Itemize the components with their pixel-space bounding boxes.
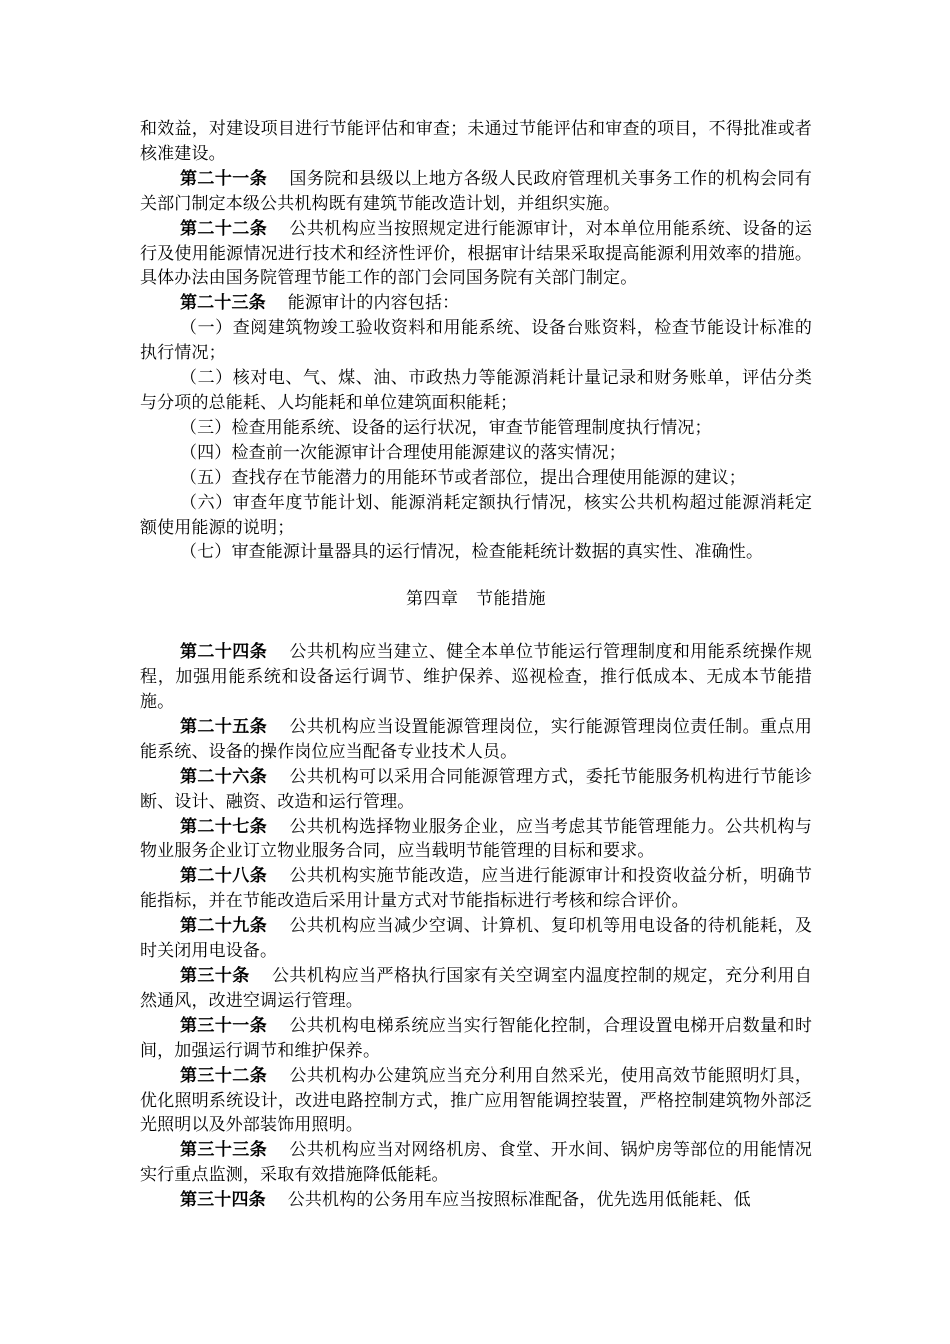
article-number: 第二十八条 [180, 866, 268, 887]
list-item: （四）检查前一次能源审计合理使用能源建议的落实情况； [180, 442, 626, 463]
article-24 [140, 640, 812, 715]
list-item: （七）审查能源计量器具的运行情况，检查能耗统计数据的真实性、准确性。 [180, 542, 764, 563]
article-31 [140, 1014, 812, 1064]
article-number: 第二十五条 [180, 716, 268, 737]
article-text: 公共机构应当建立、健全本单位节能运行管理制度和用能系统操作规程，加强用能系统和设备运行调节、维护保养、巡视检查，推行低成本、无成本节能措施。 [140, 642, 813, 713]
article-number: 第二十九条 [180, 916, 268, 937]
paragraph-continuation: 和效益，对建设项目进行节能评估和审查；未通过节能评估和审查的项目，不得批准或者核准建设。 [140, 119, 812, 164]
article-number: 第二十七条 [180, 816, 268, 837]
article-text: 公共机构应当按照规定进行能源审计，对本单位用能系统、设备的运行及使用能源情况进行技术和经济性评价，根据审计结果采取提高能源利用效率的措施。具体办法由国务院管理节能工作的部门会同国务院有关部门制定。 [140, 218, 813, 289]
article-29 [140, 914, 812, 964]
list-item: （三）检查用能系统、设备的运行状况，审查节能管理制度执行情况； [180, 417, 712, 438]
list-item: （六）审查年度节能计划、能源消耗定额执行情况，核实公共机构超过能源消耗定额使用能源的说明； [140, 492, 812, 538]
article-number: 第二十一条 [180, 168, 268, 189]
article-28 [140, 864, 812, 914]
article-30 [140, 964, 812, 1014]
article-text: 能源审计的内容包括： [287, 293, 460, 314]
article-number: 第二十四条 [180, 642, 268, 663]
list-item: （一）查阅建筑物竣工验收资料和用能系统、设备台账资料，检查节能设计标准的执行情况； [140, 318, 812, 364]
article-number: 第三十二条 [180, 1065, 268, 1086]
article-21 [140, 167, 812, 217]
article-26 [140, 765, 812, 815]
article-text: 公共机构选择物业服务企业，应当考虑其节能管理能力。公共机构与物业服务企业订立物业服务合同，应当载明节能管理的目标和要求。 [140, 816, 813, 862]
article-32 [140, 1064, 812, 1139]
article-number: 第三十一条 [180, 1015, 268, 1036]
article-text: 公共机构应当设置能源管理岗位，实行能源管理岗位责任制。重点用能系统、设备的操作岗位应当配备专业技术人员。 [140, 716, 813, 762]
article-number: 第二十六条 [180, 766, 268, 787]
article-number: 第三十三条 [180, 1140, 268, 1161]
article-text: 公共机构实施节能改造，应当进行能源审计和投资收益分析，明确节能指标，并在节能改造后采用计量方式对节能指标进行考核和综合评价。 [140, 866, 813, 912]
article-number: 第三十条 [180, 966, 250, 986]
document-page [140, 117, 812, 1213]
article-number: 第三十四条 [180, 1190, 266, 1211]
chapter-heading: 第四章 节能措施 [406, 589, 546, 610]
article-text: 国务院和县级以上地方各级人民政府管理机关事务工作的机构会同有关部门制定本级公共机构既有建筑节能改造计划，并组织实施。 [140, 168, 813, 214]
article-27 [140, 815, 812, 865]
article-number: 第二十三条 [180, 293, 266, 314]
list-item: （五）查找存在节能潜力的用能环节或者部位，提出合理使用能源的建议； [180, 467, 746, 488]
article-34 [140, 1188, 812, 1213]
article-number: 第二十二条 [180, 218, 268, 239]
article-text: 公共机构应当对网络机房、食堂、开水间、锅炉房等部位的用能情况实行重点监测，采取有效措施降低能耗。 [140, 1140, 813, 1186]
article-25 [140, 715, 812, 765]
article-23 [140, 291, 812, 316]
article-text: 公共机构电梯系统应当实行智能化控制，合理设置电梯开启数量和时间，加强运行调节和维护保养。 [140, 1015, 813, 1061]
list-item: （二）核对电、气、煤、油、市政热力等能源消耗计量记录和财务账单，评估分类与分项的总能耗、人均能耗和单位建筑面积能耗； [140, 368, 812, 413]
article-33 [140, 1138, 812, 1188]
article-text: 公共机构应当严格执行国家有关空调室内温度控制的规定，充分利用自然通风，改进空调运行管理。 [140, 966, 812, 1011]
article-text: 公共机构办公建筑应当充分利用自然采光，使用高效节能照明灯具，优化照明系统设计，改进电路控制方式，推广应用智能调控装置，严格控制建筑物外部泛光照明以及外部装饰用照明。 [140, 1065, 813, 1136]
article-text: 公共机构可以采用合同能源管理方式，委托节能服务机构进行节能诊断、设计、融资、改造和运行管理。 [140, 766, 813, 812]
article-text: 公共机构的公务用车应当按照标准配备，优先选用低能耗、低 [287, 1190, 751, 1211]
article-22 [140, 217, 812, 292]
article-text: 公共机构应当减少空调、计算机、复印机等用电设备的待机能耗，及时关闭用电设备。 [140, 916, 813, 962]
